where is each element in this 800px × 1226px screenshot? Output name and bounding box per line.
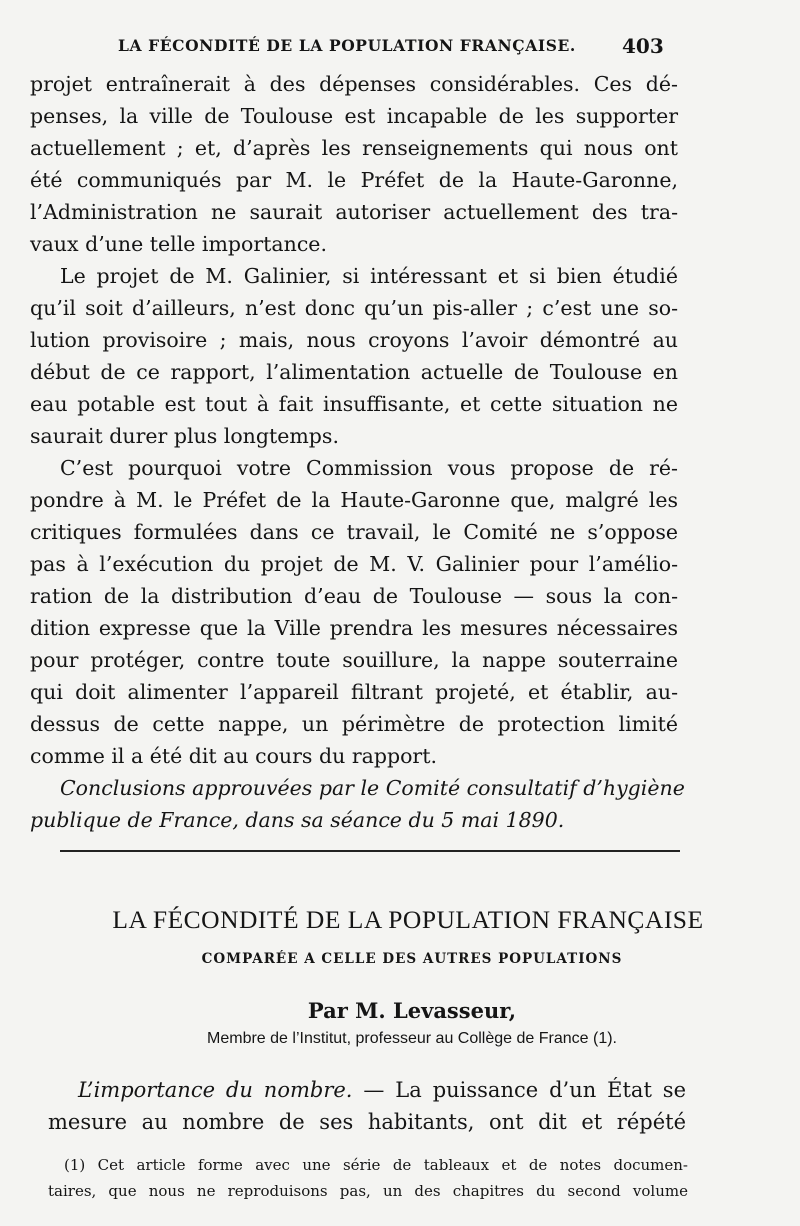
footnote-line: taires, que nous ne reproduisons pas, un des chapitres du second volume <box>48 1182 688 1200</box>
text-line: comme il a été dit au cours du rapport. <box>30 744 437 768</box>
text-line: dessus de cette nappe, un périmètre de protection limité <box>30 712 678 736</box>
report-conclusion-text <box>30 68 685 836</box>
footnote <box>48 1152 688 1204</box>
text-line: C’est pourquoi votre Commission vous propose de ré- <box>60 456 678 480</box>
text-line: publique de France, dans sa séance du 5 mai 1890. <box>30 808 565 832</box>
text-line: ration de la distribution d’eau de Toulouse — sous la con- <box>30 584 678 608</box>
article-subtitle: COMPARÉE A CELLE DES AUTRES POPULATIONS <box>201 951 623 967</box>
running-head: LA FÉCONDITÉ DE LA POPULATION FRANÇAISE. <box>118 36 576 55</box>
article-intro <box>48 1074 686 1138</box>
paragraph <box>30 68 678 260</box>
text-line: lution provisoire ; mais, nous croyons l’avoir démontré au <box>30 328 678 352</box>
text-line: saurait durer plus longtemps. <box>30 424 339 448</box>
text-line <box>48 1074 686 1106</box>
text-line: été communiqués par M. le Préfet de la Haute-Garonne, <box>30 168 678 192</box>
section-heading: L’importance du nombre. <box>78 1078 353 1102</box>
text-line: critiques formulées dans ce travail, le Comité ne s’oppose <box>30 520 678 544</box>
text-line: vaux d’une telle importance. <box>30 232 327 256</box>
text-line: pondre à M. le Préfet de la Haute-Garonne que, malgré les <box>30 488 678 512</box>
text-line: actuellement ; et, d’après les renseignements qui nous ont <box>30 136 678 160</box>
text-line: pas à l’exécution du projet de M. V. Galinier pour l’amélio- <box>30 552 678 576</box>
text-line: projet entraînerait à des dépenses considérables. Ces dé- <box>30 72 678 96</box>
text-line: Conclusions approuvées par le Comité consultatif d’hygiène <box>60 776 685 800</box>
text-line: l’Administration ne saurait autoriser actuellement des tra- <box>30 200 678 224</box>
section-divider <box>60 850 680 852</box>
text-line: qu’il soit d’ailleurs, n’est donc qu’un pis-aller ; c’est une so- <box>30 296 678 320</box>
page-number: 403 <box>622 34 664 58</box>
text-run: — La puissance d’un État se <box>352 1078 687 1102</box>
text-line: début de ce rapport, l’alimentation actuelle de Toulouse en <box>30 360 678 384</box>
text-line: Le projet de M. Galinier, si intéressant et si bien étudié <box>60 264 678 288</box>
paragraph <box>30 260 678 452</box>
author-byline: Par M. Levasseur, <box>307 998 517 1023</box>
text-line: dition expresse que la Ville prendra les mesures nécessaires <box>30 616 678 640</box>
footnote-line: (1) Cet article forme avec une série de tableaux et de notes documen- <box>64 1156 688 1174</box>
text-line <box>48 1106 686 1138</box>
paragraph <box>30 452 678 772</box>
conclusion-note <box>30 772 685 836</box>
text-line: pour protéger, contre toute souillure, la nappe souterraine <box>30 648 678 672</box>
article-title: LA FÉCONDITÉ DE LA POPULATION FRANÇAISE <box>112 905 704 934</box>
text-line: penses, la ville de Toulouse est incapable de les supporter <box>30 104 678 128</box>
text-line: eau potable est tout à fait insuffisante, et cette situation ne <box>30 392 678 416</box>
author-affiliation: Membre de l’Institut, professeur au Collège de France (1). <box>207 1030 617 1047</box>
text-run: mesure au nombre de ses habitants, ont dit et répété <box>48 1110 686 1134</box>
text-line: qui doit alimenter l’appareil filtrant projeté, et établir, au- <box>30 680 678 704</box>
